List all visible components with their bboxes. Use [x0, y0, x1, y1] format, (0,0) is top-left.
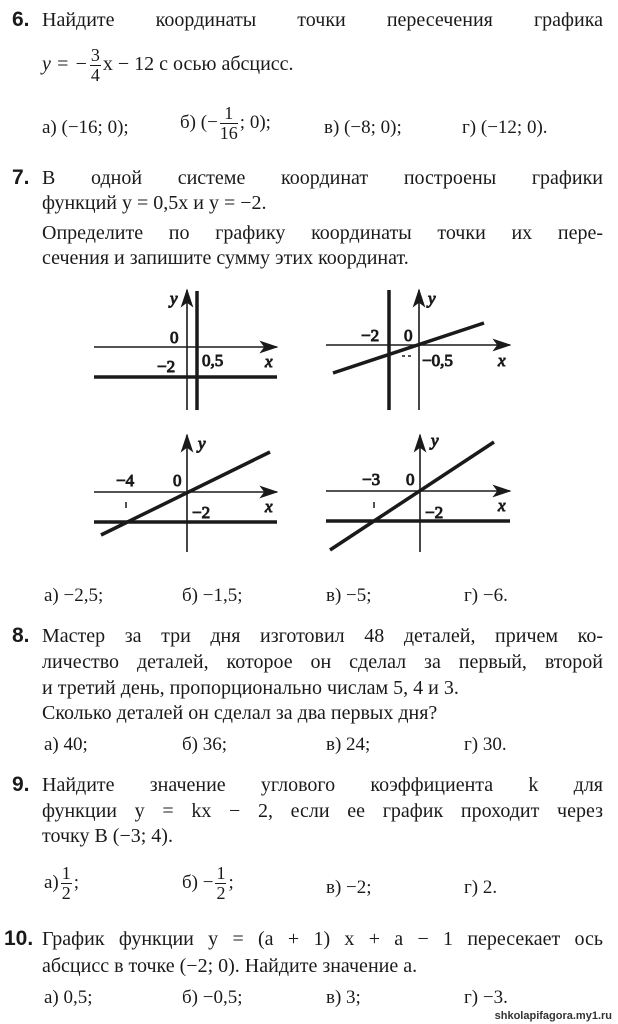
x-label: x	[498, 351, 506, 370]
y-label: y	[428, 289, 436, 308]
question-10-line: абсцисс в точке (−2; 0). Найдите значение a.	[42, 955, 418, 977]
answer-prefix: б) (−	[180, 111, 218, 133]
x-label: x	[265, 352, 273, 371]
denominator: 2	[216, 883, 226, 903]
origin-label: 0	[406, 470, 415, 489]
watermark: shkolapifagora.my1.ru	[494, 1010, 612, 1022]
answer-7a: а) −2,5;	[44, 585, 104, 606]
question-number-10: 10.	[4, 927, 34, 950]
question-number-9: 9.	[12, 773, 30, 796]
question-7-line: сечения и запишите сумму этих координат.	[42, 247, 409, 269]
denominator: 4	[90, 65, 100, 85]
answer-9b	[182, 864, 234, 903]
tick-label: −2	[361, 326, 380, 345]
answer-6v: в) (−8; 0);	[324, 117, 402, 138]
answer-prefix: б) −	[182, 871, 214, 893]
question-number-6: 6.	[12, 8, 30, 31]
origin-label: 0	[404, 326, 413, 345]
answer-8v: в) 24;	[326, 734, 371, 755]
y-label: y	[198, 434, 206, 453]
answer-10a: а) 0,5;	[44, 987, 93, 1008]
fraction	[215, 864, 226, 903]
answer-8a: а) 40;	[44, 734, 88, 755]
answer-10b: б) −0,5;	[182, 987, 243, 1008]
tick-label: −2	[425, 503, 444, 522]
question-8-line: Сколько деталей он сделал за два первых дня?	[42, 702, 438, 724]
tick-label: −4	[116, 471, 135, 490]
question-8-line: и третий день, пропорционально числам 5, 4 и 3.	[42, 677, 459, 699]
origin-label: 0	[170, 328, 179, 347]
question-10-line: График функции y = (a + 1) x + a − 1 пересекает ось	[42, 928, 603, 950]
numerator: 1	[220, 104, 238, 124]
answer-10v: в) 3;	[326, 987, 361, 1008]
question-9-line: точку B (−3; 4).	[42, 825, 173, 847]
answer-10g: г) −3.	[464, 987, 508, 1008]
question-number-7: 7.	[12, 166, 30, 189]
question-7-line: функций y = 0,5x и y = −2.	[42, 192, 267, 214]
fraction	[61, 864, 72, 903]
answer-7g: г) −6.	[464, 585, 508, 606]
question-9-line: Найдите значение углового коэффициента k для	[42, 774, 603, 796]
answer-7b: б) −1,5;	[182, 585, 243, 606]
x-label: x	[265, 497, 273, 516]
answer-9g: г) 2.	[464, 877, 498, 898]
line-sloped	[330, 442, 494, 550]
graph-3	[94, 434, 277, 552]
denominator: 16	[219, 123, 238, 143]
numerator: 1	[61, 863, 71, 883]
question-6-text: Найдите координаты точки пересечения графика	[42, 9, 603, 31]
question-9-line: функции y = kx − 2, если ее график проходит через	[42, 800, 603, 822]
answer-suffix: ; 0);	[239, 111, 271, 133]
y-label: y	[170, 289, 178, 308]
graph-2	[326, 289, 510, 410]
answer-suffix: ;	[228, 871, 234, 893]
tick-label: −3	[362, 470, 381, 489]
numerator: 1	[216, 863, 226, 883]
origin-label: 0	[173, 471, 182, 490]
answer-8b: б) 36;	[182, 734, 228, 755]
y-label: y	[431, 431, 439, 450]
tick-label: −2	[157, 357, 176, 376]
question-number-8: 8.	[12, 624, 30, 647]
answer-6a: а) (−16; 0);	[42, 117, 129, 138]
formula-suffix: x − 12 с осью абсцисс.	[102, 53, 294, 76]
graph-1	[94, 289, 277, 410]
graph-4	[326, 431, 510, 552]
answer-9a	[44, 864, 79, 903]
tick-label: −2	[192, 503, 211, 522]
tick-label: 0,5	[202, 351, 224, 370]
tick-label: −0,5	[422, 351, 453, 370]
question-7-line: Определите по графику координаты точки их пере-	[42, 222, 603, 244]
answer-9v: в) −2;	[326, 877, 372, 898]
numerator: 3	[90, 45, 100, 65]
denominator: 2	[61, 883, 71, 903]
question-8-line: личество деталей, которое он сделал за первый, второй	[42, 651, 603, 673]
answer-6g: г) (−12; 0).	[462, 117, 548, 138]
question-8-line: Мастер за три дня изготовил 48 деталей, причем ко-	[42, 625, 603, 647]
answer-suffix: ;	[73, 871, 80, 893]
answer-7v: в) −5;	[326, 585, 372, 606]
answer-prefix: а)	[44, 871, 59, 893]
question-7-line: В одной системе координат построены графики	[42, 167, 603, 189]
formula-prefix: y = −	[42, 53, 88, 76]
x-label: x	[498, 496, 506, 515]
answer-8g: г) 30.	[464, 734, 507, 755]
